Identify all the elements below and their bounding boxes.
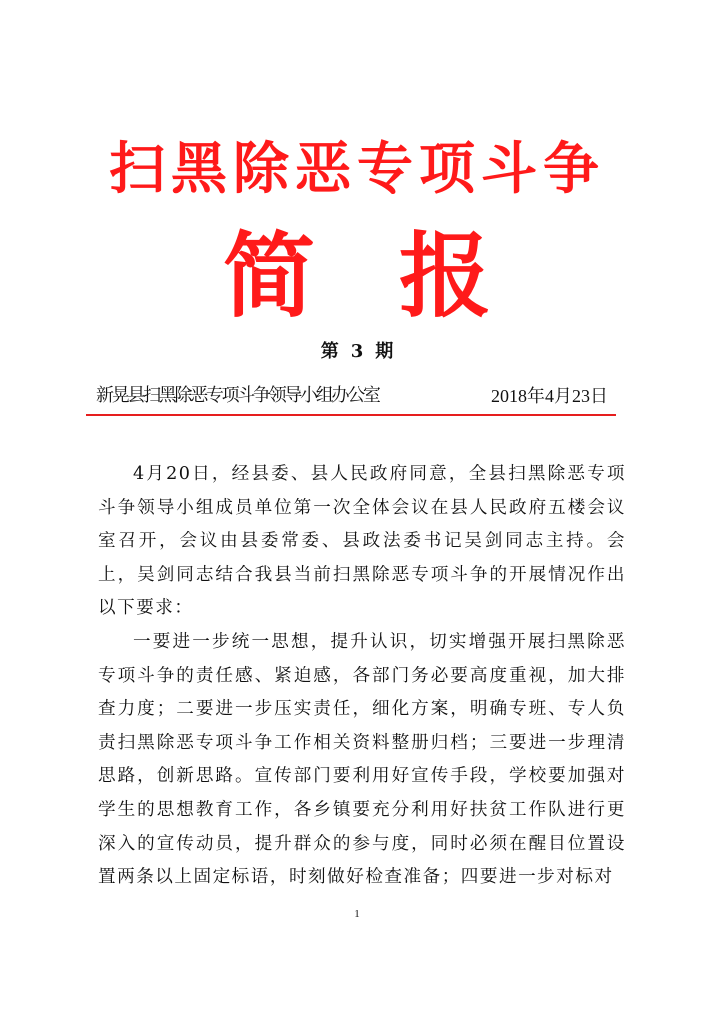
- paragraph: 4月20日，经县委、县人民政府同意，全县扫黑除恶专项斗争领导小组成员单位第一次全体会议在县人民政府五楼会议室召开，会议由县委常委、县政法委书记吴剑同志主持。会上，吴剑同志结合我县当前扫黑除恶专项斗争的开展情况作出以下要求：: [98, 464, 626, 619]
- header-meta: [96, 382, 608, 410]
- paragraph: 一要进一步统一思想，提升认识，切实增强开展扫黑除恶专项斗争的责任感、紧迫感，各部门务必要高度重视，加大排查力度；二要进一步压实责任，细化方案，明确专班、专人负责扫黑除恶专项斗争工作相关资料整册归档；三要进一步理清思路，创新思路。宣传部门要利用好宣传手段，学校要加强对学生的思想教育工作，各乡镇要充分利用好扶贫工作队进行更深入的宣传动员，提升群众的参与度，同时必须在醒目位置设置两条以上固定标语，时刻做好检查准备；四要进一步对标对: [98, 631, 626, 888]
- page-number: 1: [354, 908, 360, 920]
- article-body: [98, 458, 626, 895]
- issuing-organization: 新晃县扫黑除恶专项斗争领导小组办公室: [96, 385, 379, 406]
- masthead-title: 扫黑除恶专项斗争: [109, 137, 605, 202]
- masthead-subtitle-char-1: 简: [222, 223, 315, 330]
- issue-date: 2018年4月23日: [491, 386, 608, 406]
- masthead-subtitle: [0, 222, 714, 332]
- issue-prefix: 第: [320, 341, 339, 362]
- issue-suffix: 期: [375, 341, 394, 362]
- issue-value: 3: [350, 341, 364, 362]
- masthead-subtitle-char-2: 报: [399, 223, 492, 330]
- issue-number: [0, 338, 714, 366]
- red-divider-rule: [86, 414, 616, 416]
